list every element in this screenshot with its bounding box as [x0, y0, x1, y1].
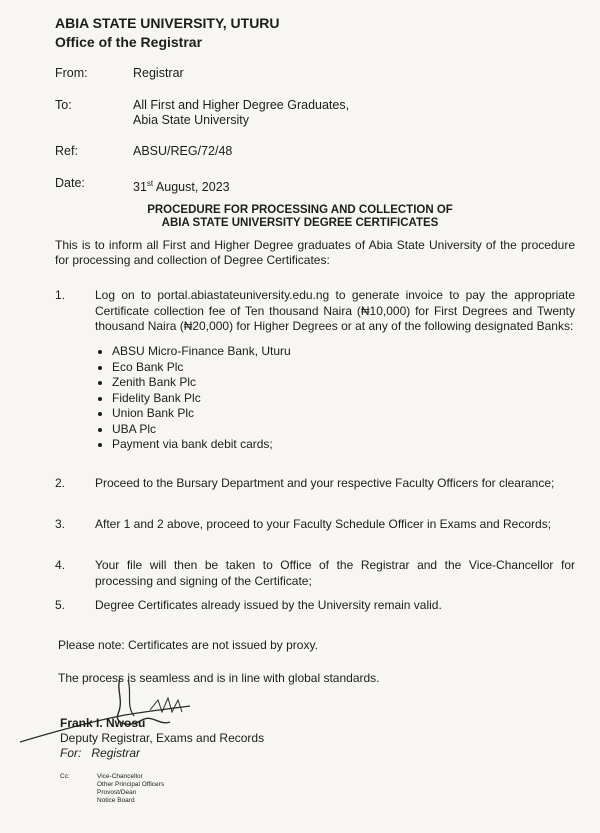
item-text: After 1 and 2 above, proceed to your Faculty Schedule Officer in Exams and Records; [95, 517, 552, 531]
bank-item: UBA Plc [98, 422, 291, 438]
to-line-1: All First and Higher Degree Graduates, [133, 98, 350, 112]
office-name: Office of the Registrar [55, 34, 203, 50]
ref-value: ABSU/REG/72/48 [133, 144, 233, 158]
item-number: 5. [55, 598, 66, 612]
bank-item: ABSU Micro-Finance Bank, Uturu [98, 344, 291, 360]
item-number: 4. [55, 558, 66, 572]
date-value [133, 176, 230, 195]
bank-item: Zenith Bank Plc [98, 375, 291, 391]
item-text: Proceed to the Bursary Department and your respective Faculty Officers for clearance; [95, 476, 555, 490]
date-row [55, 176, 575, 196]
item-text: Log on to portal.abiastateuniversity.edu.ng to generate invoice to pay the appropriate Certificate collection fee of Ten thousand Naira (₦10,000) for First Degrees and Twenty thousand Naira (₦20,000) for Higher Degrees or at any of the following designated Banks: [95, 288, 575, 333]
ref-label: Ref: [55, 144, 78, 158]
bank-item: Union Bank Plc [98, 406, 291, 422]
from-value: Registrar [133, 66, 184, 80]
signatory-name: Frank I. Nwosu [60, 716, 146, 730]
to-row [55, 98, 575, 128]
signatory-block [60, 716, 264, 761]
document-title [0, 204, 600, 230]
bank-item: Fidelity Bank Plc [98, 391, 291, 407]
bank-list [98, 344, 291, 453]
to-label: To: [55, 98, 72, 112]
bank-item: Payment via bank debit cards; [98, 437, 291, 453]
from-row [55, 66, 575, 86]
signatory-title: Deputy Registrar, Exams and Records [60, 731, 265, 745]
memo-meta [55, 66, 575, 196]
to-line-2: Abia State University [133, 113, 250, 127]
item-number: 1. [55, 288, 66, 302]
proxy-note: Please note: Certificates are not issued by proxy. [58, 638, 318, 652]
bank-item: Eco Bank Plc [98, 360, 291, 376]
cc-item: Vice-Chancellor [97, 773, 143, 780]
ref-row [55, 144, 575, 164]
item-number: 3. [55, 517, 66, 531]
date-rest: August, 2023 [153, 180, 230, 195]
to-value [133, 98, 349, 128]
signatory-for [60, 746, 264, 761]
cc-item: Other Principal Officers [97, 781, 165, 788]
title-line-2: ABIA STATE UNIVERSITY DEGREE CERTIFICATES [161, 217, 439, 229]
intro-paragraph: This is to inform all First and Higher Degree graduates of Abia State University of the procedure for processing and collection of Degree Certificates: [55, 238, 575, 267]
letterhead [55, 14, 280, 52]
item-number: 2. [55, 476, 66, 490]
cc-list [97, 773, 164, 805]
item-text: Degree Certificates already issued by the University remain valid. [95, 598, 442, 612]
from-label: From: [55, 66, 88, 80]
for-value: Registrar [91, 746, 141, 760]
cc-item: Provost/Dean [97, 789, 137, 796]
process-note: The process is seamless and is in line with global standards. [58, 671, 380, 685]
item-text: Your file will then be taken to Office of the Registrar and the Vice-Chancellor for processing and signing of the Certificate; [95, 558, 575, 588]
cc-item: Notice Board [97, 797, 135, 804]
date-label: Date: [55, 176, 85, 190]
date-suffix: st [146, 179, 154, 188]
cc-label: Cc: [60, 773, 70, 780]
for-label: For: [60, 746, 82, 760]
university-name: ABIA STATE UNIVERSITY, UTURU [55, 15, 280, 31]
title-line-1: PROCEDURE FOR PROCESSING AND COLLECTION OF [147, 204, 453, 216]
date-day: 31 [133, 180, 147, 195]
